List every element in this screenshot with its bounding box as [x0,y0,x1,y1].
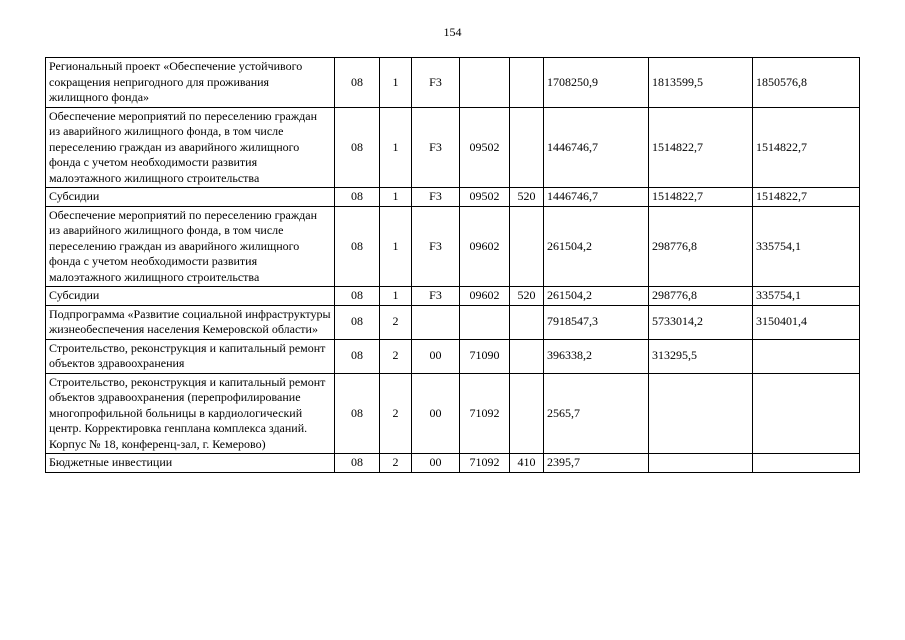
cell-amount-year2: 1514822,7 [649,107,753,188]
cell-amount-year3: 335754,1 [753,206,860,287]
cell-expense-type [510,373,544,454]
cell-section: 08 [335,287,380,306]
cell-amount-year3: 1514822,7 [753,188,860,207]
cell-name: Обеспечение мероприятий по переселению граждан из аварийного жилищного фонда, в том числе переселению граждан из аварийного жилищного фонда с учетом необходимости развития малоэтажного жилищного строительства [46,206,335,287]
cell-amount-year1: 396338,2 [544,339,649,373]
cell-subsection: 2 [380,305,412,339]
cell-amount-year2: 298776,8 [649,287,753,306]
cell-section: 08 [335,305,380,339]
table-row [46,305,860,339]
cell-amount-year3: 3150401,4 [753,305,860,339]
cell-amount-year3 [753,339,860,373]
table-row [46,373,860,454]
cell-name: Подпрограмма «Развитие социальной инфраструктуры жизнеобеспечения населения Кемеровской области» [46,305,335,339]
cell-subsection: 1 [380,58,412,108]
table-row [46,206,860,287]
cell-section: 08 [335,339,380,373]
cell-expense-type [510,305,544,339]
cell-amount-year2: 1514822,7 [649,188,753,207]
cell-name: Региональный проект «Обеспечение устойчивого сокращения непригодного для проживания жилищного фонда» [46,58,335,108]
cell-amount-year3: 1514822,7 [753,107,860,188]
cell-expense-type: 520 [510,287,544,306]
cell-name: Бюджетные инвестиции [46,454,335,473]
cell-amount-year1: 261504,2 [544,206,649,287]
cell-article: 09602 [460,206,510,287]
cell-section: 08 [335,206,380,287]
cell-expense-type: 410 [510,454,544,473]
cell-subsection: 2 [380,454,412,473]
cell-article: 09502 [460,188,510,207]
cell-amount-year1: 1446746,7 [544,188,649,207]
cell-amount-year1: 2395,7 [544,454,649,473]
cell-name: Строительство, реконструкция и капитальный ремонт объектов здравоохранения (перепрофилирование многопрофильной больницы в кардиологический центр. Корректировка генплана комплекса зданий. Корпус № 18, конференц-зал, г. Кемерово) [46,373,335,454]
cell-program: F3 [412,287,460,306]
cell-section: 08 [335,454,380,473]
cell-name: Строительство, реконструкция и капитальный ремонт объектов здравоохранения [46,339,335,373]
table-row [46,287,860,306]
cell-amount-year1: 2565,7 [544,373,649,454]
cell-program: F3 [412,107,460,188]
cell-article: 71090 [460,339,510,373]
cell-amount-year3: 335754,1 [753,287,860,306]
cell-subsection: 1 [380,206,412,287]
table-row [46,188,860,207]
cell-expense-type [510,339,544,373]
cell-article: 71092 [460,373,510,454]
cell-amount-year3: 1850576,8 [753,58,860,108]
cell-program: 00 [412,454,460,473]
cell-subsection: 2 [380,373,412,454]
cell-expense-type [510,107,544,188]
cell-amount-year2: 1813599,5 [649,58,753,108]
cell-amount-year2: 313295,5 [649,339,753,373]
cell-amount-year2 [649,373,753,454]
cell-program: 00 [412,373,460,454]
cell-program: F3 [412,206,460,287]
cell-subsection: 2 [380,339,412,373]
cell-section: 08 [335,107,380,188]
cell-expense-type [510,206,544,287]
cell-article [460,305,510,339]
cell-amount-year3 [753,454,860,473]
cell-amount-year1: 261504,2 [544,287,649,306]
budget-table [45,57,860,473]
cell-article [460,58,510,108]
cell-amount-year2: 298776,8 [649,206,753,287]
cell-article: 71092 [460,454,510,473]
cell-name: Обеспечение мероприятий по переселению граждан из аварийного жилищного фонда, в том числе переселению граждан из аварийного жилищного фонда с учетом необходимости развития малоэтажного жилищного строительства [46,107,335,188]
cell-amount-year1: 1708250,9 [544,58,649,108]
cell-program: F3 [412,188,460,207]
table-row [46,339,860,373]
cell-name: Субсидии [46,287,335,306]
cell-subsection: 1 [380,107,412,188]
cell-section: 08 [335,58,380,108]
cell-section: 08 [335,373,380,454]
cell-program [412,305,460,339]
cell-article: 09602 [460,287,510,306]
cell-subsection: 1 [380,188,412,207]
cell-subsection: 1 [380,287,412,306]
table-row [46,454,860,473]
table-row [46,107,860,188]
page-number: 154 [443,25,462,39]
table-row [46,58,860,108]
cell-name: Субсидии [46,188,335,207]
cell-amount-year1: 1446746,7 [544,107,649,188]
cell-section: 08 [335,188,380,207]
cell-expense-type: 520 [510,188,544,207]
cell-expense-type [510,58,544,108]
cell-amount-year3 [753,373,860,454]
cell-amount-year1: 7918547,3 [544,305,649,339]
cell-article: 09502 [460,107,510,188]
cell-amount-year2 [649,454,753,473]
cell-program: F3 [412,58,460,108]
cell-amount-year2: 5733014,2 [649,305,753,339]
cell-program: 00 [412,339,460,373]
